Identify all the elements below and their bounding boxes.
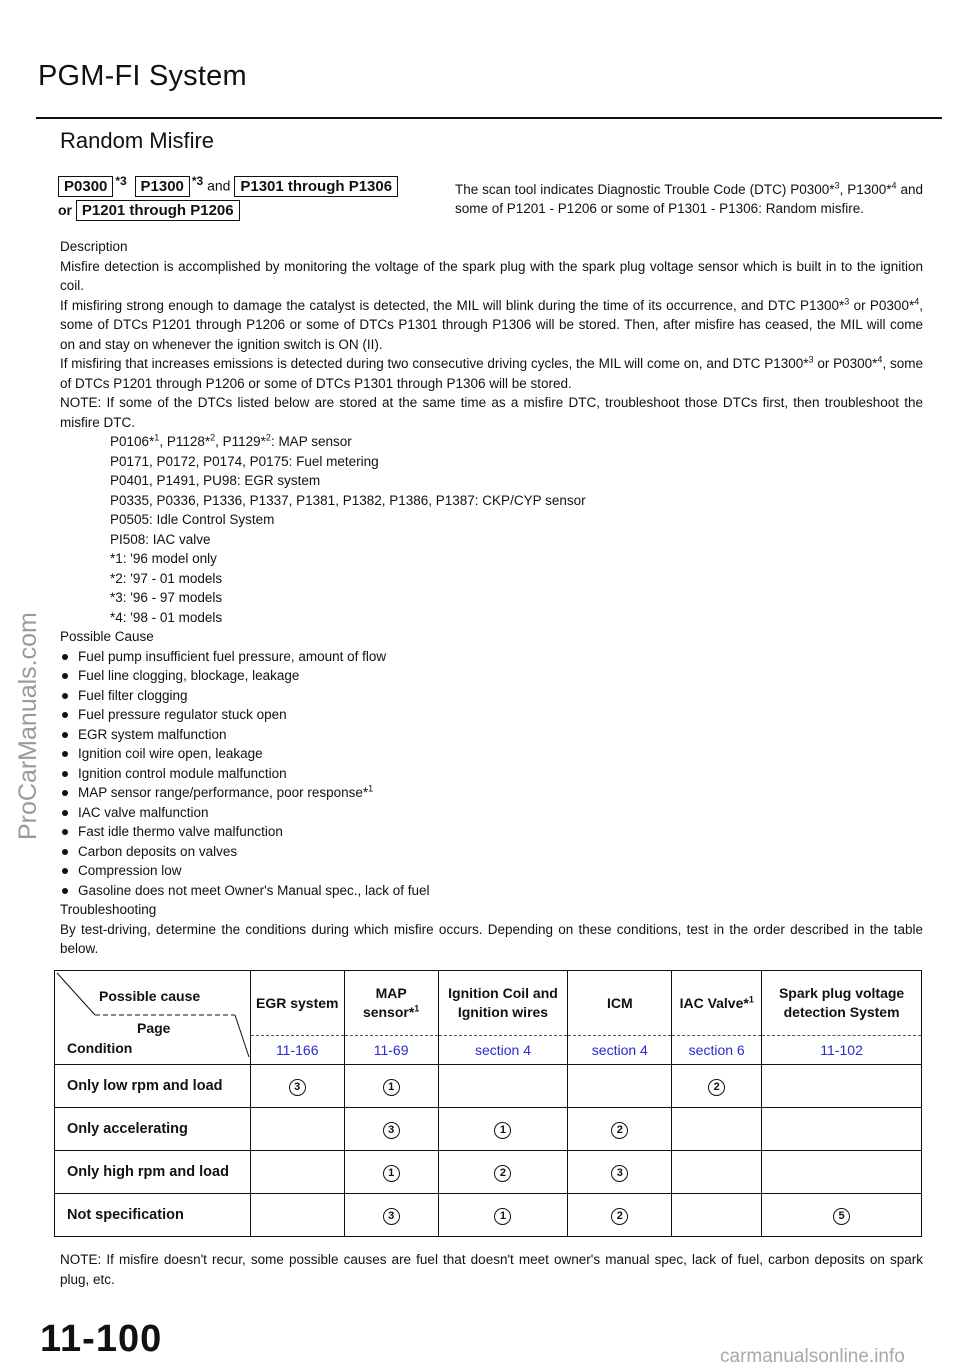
order-cell: [438, 1151, 568, 1194]
title-rule: [36, 117, 942, 119]
order-number-circle: 3: [383, 1208, 400, 1225]
order-cell: [762, 1194, 922, 1237]
order-cell: [672, 1065, 762, 1108]
order-number-circle: 2: [611, 1208, 628, 1225]
cause-item: Ignition control module malfunction: [60, 764, 923, 784]
table-row: [55, 1065, 922, 1108]
order-cell: [344, 1108, 438, 1151]
page-ref: section 4: [568, 1036, 672, 1065]
order-cell: [568, 1108, 672, 1151]
order-cell: [344, 1194, 438, 1237]
col-header: ICM: [568, 971, 672, 1036]
dtc-list-item: PI508: IAC valve: [110, 531, 211, 547]
dtc-line-1: P0300 *3 P1300 *3 and P1301 through P1306: [58, 174, 398, 197]
footnote: *4: '98 - 01 models: [110, 609, 223, 625]
cause-item: Fuel line clogging, blockage, leakage: [60, 666, 923, 686]
cause-item: Compression low: [60, 861, 923, 881]
or-label: or: [58, 202, 72, 218]
cause-item: Fuel pressure regulator stuck open: [60, 705, 923, 725]
page-ref: section 6: [672, 1036, 762, 1065]
corner-page: Page: [137, 1020, 171, 1036]
troubleshooting-table: [54, 970, 922, 1237]
footer-note: NOTE: If misfire doesn't recur, some possible causes are fuel that doesn't meet owner's manual spec, lack of fuel, carbon deposits on spark plug, etc.: [60, 1252, 923, 1287]
col-header: Spark plug voltage detection System: [762, 971, 922, 1036]
condition-cell: Only accelerating: [55, 1108, 251, 1151]
order-number-circle: 1: [494, 1122, 511, 1139]
cause-item: Ignition coil wire open, leakage: [60, 744, 923, 764]
possible-cause-heading: Possible Cause: [60, 629, 154, 644]
cause-item: Gasoline does not meet Owner's Manual spec., lack of fuel: [60, 881, 923, 901]
order-number-circle: 2: [611, 1122, 628, 1139]
page-ref: 11-69: [344, 1036, 438, 1065]
condition-cell: Only low rpm and load: [55, 1065, 251, 1108]
order-cell: [568, 1151, 672, 1194]
order-cell: [438, 1194, 568, 1237]
col-header: EGR system: [250, 971, 344, 1036]
troubleshooting-text: By test-driving, determine the conditions during which misfire occurs. Depending on these conditions, test in the order described in the table below.: [60, 921, 923, 956]
corner-possible-cause: Possible cause: [99, 988, 201, 1004]
description-p2: If misfiring strong enough to damage the catalyst is detected, the MIL will blink during the time of its occurrence, and DTC P1300*$^3$ or P0300*$^4$, some of DTCs P1201 through P1206 or some of DTCs P1301 through P1306 will be stored. Then, after misfire has ceased, the MIL will come on and stay on whenever the ignition switch is ON (II).: [60, 296, 923, 352]
and-label: and: [207, 177, 231, 194]
order-cell: [762, 1065, 922, 1108]
table-row: [55, 1108, 922, 1151]
cause-item: Fuel filter clogging: [60, 686, 923, 706]
dtc-list-item: P0505: Idle Control System: [110, 512, 275, 527]
footnote: *3: '96 - 97 models: [110, 590, 223, 605]
table-row: [55, 1151, 922, 1194]
watermark-bottom: carmanualsonline.info: [720, 1346, 905, 1367]
footnote: *2: '97 - 01 models: [110, 570, 223, 586]
col-header: Ignition Coil and Ignition wires: [438, 971, 568, 1036]
corner-condition: Condition: [67, 1040, 133, 1056]
dtc-code-box: P1300: [135, 176, 190, 197]
order-number-circle: 2: [494, 1165, 511, 1182]
table-corner-cell: [55, 971, 251, 1065]
order-cell: [762, 1151, 922, 1194]
table-row: [55, 1194, 922, 1237]
order-cell: [250, 1065, 344, 1108]
order-number-circle: 3: [383, 1122, 400, 1139]
dtc-list-item: P0171, P0172, P0174, P0175: Fuel metering: [110, 453, 379, 469]
cause-item: IAC valve malfunction: [60, 803, 923, 823]
order-cell: [672, 1194, 762, 1237]
order-cell: [344, 1065, 438, 1108]
order-number-circle: 1: [383, 1079, 400, 1096]
order-cell: [672, 1108, 762, 1151]
cause-item: Fuel pump insufficient fuel pressure, amount of flow: [60, 647, 923, 667]
cause-item: Fast idle thermo valve malfunction: [60, 822, 923, 842]
dtc-list-item: P0335, P0336, P1336, P1337, P1381, P1382, P1386, P1387: CKP/CYP sensor: [110, 492, 586, 508]
section-subtitle: Random Misfire: [60, 128, 215, 153]
page-ref: 11-102: [762, 1036, 922, 1065]
order-number-circle: 1: [494, 1208, 511, 1225]
description-p3: If misfiring that increases emissions is detected during two consecutive driving cycles, the MIL will come on, and DTC P1300*$^3$ or P0300*$^4$, some of DTCs P1201 through P1206 or some of DTCs P1301 through P1306 will be stored.: [60, 354, 923, 391]
order-cell: [762, 1108, 922, 1151]
order-cell: [568, 1194, 672, 1237]
description-heading: Description: [60, 239, 128, 254]
cause-item: MAP sensor range/performance, poor response*$^1$: [60, 783, 923, 803]
order-cell: [438, 1108, 568, 1151]
col-header: IAC Valve*$^1$: [672, 971, 762, 1036]
order-cell: [568, 1065, 672, 1108]
dtc-list-item: P0106*$^1$, P1128*$^2$, P1129*$^2$: MAP sensor: [110, 432, 352, 449]
order-number-circle: 3: [611, 1165, 628, 1182]
watermark-left: ProCarManuals.com: [14, 612, 42, 840]
dtc-line-2: [58, 200, 240, 221]
page-ref: section 4: [438, 1036, 568, 1065]
order-cell: [672, 1151, 762, 1194]
page-title: PGM-FI System: [38, 60, 247, 92]
description-note: NOTE: If some of the DTCs listed below are stored at the same time as a misfire DTC, troubleshoot those DTCs first, then troubleshoot the misfire DTC.: [60, 395, 923, 430]
troubleshooting-heading: Troubleshooting: [60, 902, 157, 917]
order-number-circle: 1: [383, 1165, 400, 1182]
order-number-circle: 5: [833, 1208, 850, 1225]
description-p1: Misfire detection is accomplished by monitoring the voltage of the spark plug with the spark plug voltage sensor which is built in to the ignition coil.: [60, 258, 923, 293]
condition-cell: Only high rpm and load: [55, 1151, 251, 1194]
col-header: MAP sensor*$^1$: [344, 971, 438, 1036]
dtc-list-item: P0401, P1491, PU98: EGR system: [110, 473, 321, 488]
condition-cell: Not specification: [55, 1194, 251, 1237]
dtc-range-box: P1301 through P1306: [234, 176, 398, 197]
page-ref: 11-166: [250, 1036, 344, 1065]
cause-item: EGR system malfunction: [60, 725, 923, 745]
order-cell: [344, 1151, 438, 1194]
order-cell: [250, 1194, 344, 1237]
dtc-code-box: P0300: [58, 176, 113, 197]
order-cell: [250, 1151, 344, 1194]
scan-tool-text: The scan tool indicates Diagnostic Trouble Code (DTC) P0300*$^3$, P1300*$^4$ and some of P1201 - P1206 or some of P1301 - P1306: Random misfire.: [455, 180, 923, 216]
dtc-range-box: P1201 through P1206: [76, 200, 240, 221]
order-cell: [250, 1108, 344, 1151]
order-number-circle: 3: [289, 1079, 306, 1096]
cause-item: Carbon deposits on valves: [60, 842, 923, 862]
page-number: 11-100: [40, 1318, 163, 1360]
order-number-circle: 2: [708, 1079, 725, 1096]
description-body: [60, 237, 923, 959]
footnote: *1: '96 model only: [110, 551, 217, 566]
order-cell: [438, 1065, 568, 1108]
